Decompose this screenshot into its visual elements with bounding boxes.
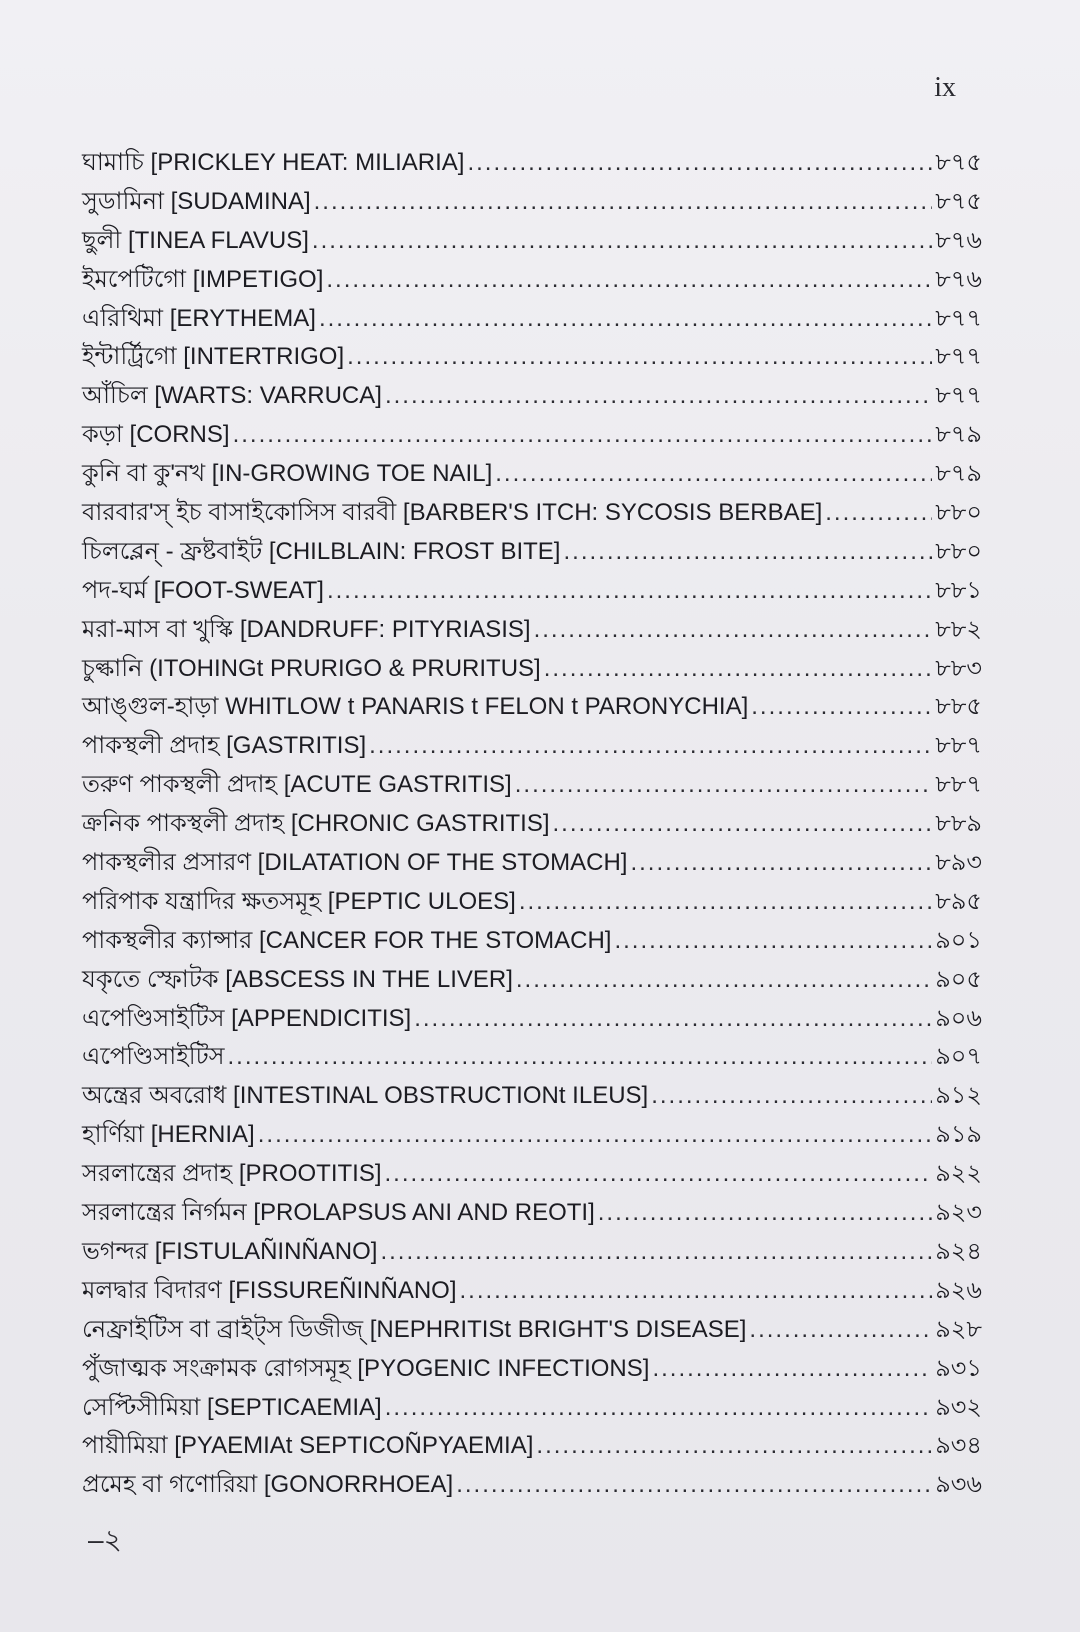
- dot-leader: [651, 1077, 932, 1116]
- toc-entry: [82, 221, 982, 260]
- toc-entry-page: ৮৮১: [935, 575, 982, 604]
- dot-leader: [825, 494, 932, 533]
- toc-entry-page: ৮৭৭: [935, 381, 982, 410]
- dot-leader: [312, 222, 932, 261]
- toc-entry: [82, 182, 982, 221]
- toc-entry-page: ৮৭৫: [935, 148, 982, 176]
- dot-leader: [414, 1000, 932, 1039]
- toc-entry-title: পাকস্থলী প্রদাহ [GASTRITIS]: [82, 732, 367, 760]
- toc-entry-title: এপেণ্ডিসাইটিস [APPENDICITIS]: [82, 1004, 412, 1032]
- toc-entry: [82, 1115, 982, 1154]
- dot-leader: [598, 1194, 932, 1233]
- page-number: ix: [934, 72, 956, 103]
- dot-leader: [630, 844, 932, 883]
- toc-entry: [82, 726, 982, 765]
- toc-entry-page: ৮৮৭: [935, 731, 982, 760]
- toc-entry-title: অন্ত্রের অবরোধ [INTESTINAL OBSTRUCTIONt ILEUS]: [82, 1082, 649, 1110]
- toc-entry-title: ভগন্দর [FISTULAÑINÑANO]: [82, 1237, 378, 1265]
- toc-entry: [82, 1349, 982, 1388]
- toc-entry-title: আঁচিল [WARTS: VARRUCA]: [82, 382, 382, 410]
- toc-entry: [82, 1193, 982, 1232]
- toc-entry-page: ৯২২: [935, 1159, 982, 1188]
- dot-leader: [460, 1272, 933, 1311]
- toc-entry-page: ৯২৩: [935, 1198, 982, 1227]
- toc-entry-title: ঘামাচি [PRICKLEY HEAT: MILIARIA]: [82, 149, 465, 176]
- toc-entry: [82, 687, 982, 726]
- toc-entry: [82, 337, 982, 376]
- toc-entry: [82, 1271, 982, 1310]
- toc-entry-title: সেপ্টিসীমিয়া [SEPTICAEMIA]: [82, 1393, 382, 1421]
- toc-entry: [82, 1076, 982, 1115]
- toc-entry-title: পাকস্থলীর প্রসারণ [DILATATION OF THE STOMACH]: [82, 849, 628, 877]
- toc-entry-title: পায়ীমিয়া [PYAEMIAt SEPTICOÑPYAEMIA]: [82, 1432, 534, 1460]
- toc-entry-page: ৯০১: [935, 925, 982, 954]
- toc-entry-page: ৮৮৩: [935, 653, 982, 682]
- toc-entry: [82, 843, 982, 882]
- dot-leader: [385, 1155, 933, 1194]
- toc-entry-title: সুডামিনা [SUDAMINA]: [82, 187, 311, 215]
- toc-entry-page: ৮৭৭: [935, 303, 982, 332]
- toc-entry-title: নেফ্রাইটিস বা ব্রাইট্স ডিজীজ্ [NEPHRITISt BRIGHT'S DISEASE]: [82, 1315, 747, 1343]
- toc-entry-page: ৮৭৬: [935, 225, 982, 254]
- dot-leader: [385, 377, 932, 416]
- toc-entry-page: ৮৯৩: [935, 848, 982, 877]
- dot-leader: [536, 1427, 932, 1466]
- toc-entry-page: ৮৮২: [935, 614, 982, 643]
- toc-entry-title: সরলান্ত্রের নির্গমন [PROLAPSUS ANI AND REOTI]: [82, 1199, 595, 1227]
- toc-entry-title: ইমপেটিগো [IMPETIGO]: [82, 265, 324, 293]
- toc-entry-page: ৮৭৯: [935, 420, 982, 449]
- signature-mark: –২: [88, 1524, 122, 1555]
- toc-entry-title: আঙ্গুল-হাড়া WHITLOW t PANARIS t FELON t PARONYCHIA]: [82, 693, 749, 721]
- dot-leader: [327, 572, 932, 611]
- toc-entry-page: ৮৮৯: [935, 809, 982, 838]
- toc-entry-page: ৮৮০: [935, 498, 982, 527]
- toc-entry-page: ৮৭৫: [935, 186, 982, 215]
- toc-entry: [82, 1426, 982, 1465]
- toc-entry-title: যকৃতে স্ফোটক [ABSCESS IN THE LIVER]: [82, 965, 513, 993]
- toc-entry: [82, 571, 982, 610]
- toc-entry-title: হার্ণিয়া [HERNIA]: [82, 1121, 255, 1149]
- toc-entry-page: ৮৯৫: [935, 886, 982, 915]
- dot-leader: [385, 1389, 932, 1428]
- toc-entry-page: ৮৭৬: [935, 264, 982, 293]
- dot-leader: [258, 1116, 933, 1155]
- toc-entry-title: কুনি বা কু'নখ [IN-GROWING TOE NAIL]: [82, 460, 493, 488]
- dot-leader: [563, 533, 932, 572]
- dot-leader: [519, 883, 932, 922]
- toc-entry: [82, 532, 982, 571]
- toc-entry: [82, 765, 982, 804]
- dot-leader: [380, 1233, 932, 1272]
- toc-entry-title: পদ-ঘর্ম [FOOT-SWEAT]: [82, 576, 324, 604]
- toc-entry: [82, 1310, 982, 1349]
- toc-entry-title: ক্রনিক পাকস্থলী প্রদাহ [CHRONIC GASTRITIS]: [82, 810, 550, 838]
- toc-entry: [82, 882, 982, 921]
- dot-leader: [456, 1466, 932, 1505]
- toc-entry-page: ৮৭৯: [935, 459, 982, 488]
- toc-entry: [82, 921, 982, 960]
- toc-entry-title: ইন্টার্ট্রিগো [INTERTRIGO]: [82, 343, 345, 371]
- dot-leader: [467, 144, 932, 183]
- toc-entry-page: ৮৭৭: [935, 342, 982, 371]
- toc-entry-title: চুল্কানি (ITOHINGt PRURIGO & PRURITUS]: [82, 654, 541, 682]
- toc-entry: [82, 299, 982, 338]
- toc-entry-title: পাকস্থলীর ক্যান্সার [CANCER FOR THE STOMACH]: [82, 926, 612, 954]
- dot-leader: [515, 766, 933, 805]
- toc-entry: [82, 415, 982, 454]
- toc-entry: [82, 1465, 982, 1504]
- dot-leader: [314, 183, 933, 222]
- dot-leader: [228, 1038, 933, 1077]
- toc-entry-page: ৯২৬: [935, 1275, 982, 1304]
- dot-leader: [749, 1311, 932, 1350]
- dot-leader: [233, 416, 933, 455]
- toc-entry: [82, 1388, 982, 1427]
- toc-entry-title: এপেণ্ডিসাইটিস: [82, 1043, 225, 1071]
- toc-entry: [82, 454, 982, 493]
- toc-entry-page: ৯৩২: [935, 1392, 982, 1421]
- toc-entry: [82, 1154, 982, 1193]
- toc-entry: [82, 493, 982, 532]
- dot-leader: [544, 650, 933, 689]
- toc-entry-page: ৮৮০: [935, 536, 982, 565]
- dot-leader: [347, 338, 932, 377]
- toc-entry-page: ৯৩৬: [935, 1470, 982, 1499]
- toc-entry-page: ৯২৮: [935, 1314, 982, 1343]
- dot-leader: [553, 805, 933, 844]
- toc-entry: [82, 999, 982, 1038]
- toc-entry-title: এরিথিমা [ERYTHEMA]: [82, 304, 316, 332]
- toc-entry: [82, 143, 982, 182]
- toc-entry-title: ছুলী [TINEA FLAVUS]: [82, 226, 309, 254]
- dot-leader: [516, 961, 932, 1000]
- toc-entry-title: মরা-মাস বা খুস্কি [DANDRUFF: PITYRIASIS]: [82, 615, 531, 643]
- toc-entry-page: ৯১৯: [935, 1120, 982, 1149]
- dot-leader: [652, 1350, 932, 1389]
- toc-entry: [82, 610, 982, 649]
- dot-leader: [326, 261, 932, 300]
- toc-entry-title: তরুণ পাকস্থলী প্রদাহ [ACUTE GASTRITIS]: [82, 771, 512, 799]
- toc-entry-page: ৯০৬: [935, 1003, 982, 1032]
- toc-entry-title: মলদ্বার বিদারণ [FISSUREÑINÑANO]: [82, 1276, 457, 1304]
- toc-entry-page: ৯৩৪: [935, 1431, 982, 1460]
- dot-leader: [495, 455, 932, 494]
- toc-entry-title: পরিপাক যন্ত্রাদির ক্ষতসমূহ [PEPTIC ULOES]: [82, 887, 516, 915]
- toc-entry: [82, 1037, 982, 1076]
- toc-entry-page: ৯২৪: [935, 1236, 982, 1265]
- dot-leader: [751, 688, 932, 727]
- toc-entry: [82, 960, 982, 999]
- toc-entry-title: সরলান্ত্রের প্রদাহ [PROOTITIS]: [82, 1160, 382, 1188]
- dot-leader: [614, 922, 932, 961]
- toc-entry-title: প্রমেহ বা গণোরিয়া [GONORRHOEA]: [82, 1471, 454, 1499]
- toc-entry-page: ৮৮৫: [935, 692, 982, 721]
- dot-leader: [534, 611, 933, 650]
- toc-entry-page: ৯১২: [935, 1081, 982, 1110]
- toc-entry: [82, 376, 982, 415]
- toc-entry: [82, 260, 982, 299]
- toc-entry-page: ৯০৫: [935, 964, 982, 993]
- toc-entry-title: পুঁজাত্মক সংক্রামক রোগসমূহ [PYOGENIC INFECTIONS]: [82, 1354, 650, 1382]
- toc-entry-title: কড়া [CORNS]: [82, 421, 230, 449]
- toc-entry: [82, 649, 982, 688]
- toc-entry-page: ৮৮৭: [935, 770, 982, 799]
- table-of-contents: [82, 143, 982, 1504]
- dot-leader: [369, 727, 932, 766]
- toc-entry-page: ৯৩১: [935, 1353, 982, 1382]
- toc-entry-title: চিলব্লেন্ - ফ্রষ্টবাইট [CHILBLAIN: FROST BITE]: [82, 537, 561, 565]
- toc-entry-title: বারবার'স্ ইচ বাসাইকোসিস বারবী [BARBER'S ITCH: SYCOSIS BERBAE]: [82, 499, 823, 527]
- toc-entry: [82, 1232, 982, 1271]
- dot-leader: [319, 300, 932, 339]
- toc-entry-page: ৯০৭: [935, 1042, 982, 1071]
- toc-entry: [82, 804, 982, 843]
